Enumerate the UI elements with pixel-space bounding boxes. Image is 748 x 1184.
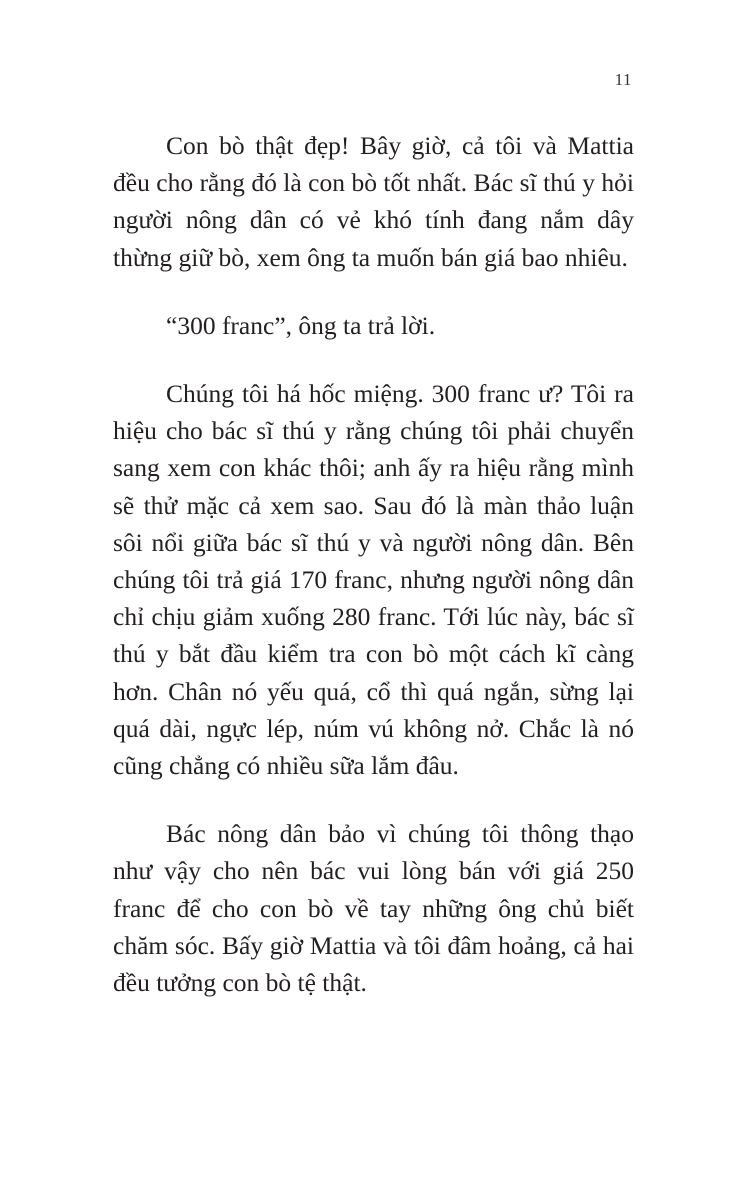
page-body	[113, 127, 634, 1001]
paragraph-4: Bác nông dân bảo vì chúng tôi thông thạo như vậy cho nên bác vui lòng bán với giá 250 franc để cho con bò về tay những ông chủ biết chăm sóc. Bấy giờ Mattia và tôi đâm hoảng, cả hai đều tưởng con bò tệ thật.	[113, 819, 634, 998]
page-number: 11	[614, 70, 632, 89]
paragraph-2: “300 franc”, ông ta trả lời.	[166, 310, 436, 340]
paragraph-3: Chúng tôi há hốc miệng. 300 franc ư? Tôi ra hiệu cho bác sĩ thú y rằng chúng tôi phải chuyển sang xem con khác thôi; anh ấy ra hiệu rằng mình sẽ thử mặc cả xem sao. Sau đó là màn thảo luận sôi nổi giữa bác sĩ thú y và người nông dân. Bên chúng tôi trả giá 170 franc, nhưng người nông dân chỉ chịu giảm xuống 280 franc. Tới lúc này, bác sĩ thú y bắt đầu kiểm tra con bò một cách kĩ càng hơn. Chân nó yếu quá, cổ thì quá ngắn, sừng lại quá dài, ngực lép, núm vú không nở. Chắc là nó cũng chẳng có nhiều sữa lắm đâu.	[113, 379, 634, 781]
paragraph-1: Con bò thật đẹp! Bây giờ, cả tôi và Mattia đều cho rằng đó là con bò tốt nhất. Bác sĩ thú y hỏi người nông dân có vẻ khó tính đang nắm dây thừng giữ bò, xem ông ta muốn bán giá bao nhiêu.	[113, 131, 634, 272]
